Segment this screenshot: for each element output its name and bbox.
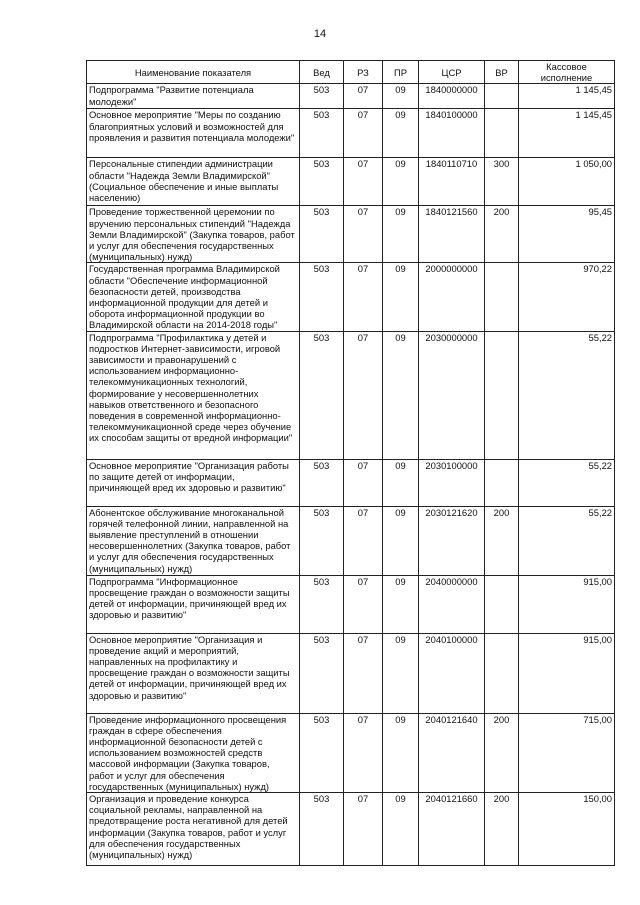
cell-sum: 55,22 <box>519 506 615 575</box>
cell-sum: 715,00 <box>519 713 615 792</box>
cell-csr: 2040100000 <box>419 633 485 713</box>
table-row <box>87 109 615 158</box>
cell-ved: 503 <box>300 331 344 459</box>
cell-pr: 09 <box>383 263 419 331</box>
cell-csr: 1840100000 <box>419 109 485 158</box>
cell-rz: 07 <box>344 158 383 206</box>
cell-name: Подпрограмма "Развитие потенциала молодежи" <box>87 84 300 109</box>
cell-name: Организация и проведение конкурса социальной рекламы, направленной на предотвращение роста негативной для детей информации (Закупка товаров, работ и услуг для обеспечения государственных (муниципальных) нужд) <box>87 793 300 866</box>
header-pr: ПР <box>383 61 419 84</box>
header-csr: ЦСР <box>419 61 485 84</box>
cell-pr: 09 <box>383 158 419 206</box>
cell-name: Персональные стипендии администрации области "Надежда Земли Владимирской" (Социальное обеспечение и иные выплаты населению) <box>87 158 300 206</box>
table-row <box>87 206 615 263</box>
cell-ved: 503 <box>300 713 344 792</box>
cell-rz: 07 <box>344 575 383 633</box>
cell-sum: 1 050,00 <box>519 158 615 206</box>
cell-name: Подпрограмма "Информационное просвещение граждан о возможности защиты детей от информации, причиняющей вред их здоровью и развитию" <box>87 575 300 633</box>
cell-rz: 07 <box>344 331 383 459</box>
table-row <box>87 331 615 459</box>
table-header-row <box>87 61 615 84</box>
cell-ved: 503 <box>300 633 344 713</box>
cell-vr <box>485 109 519 158</box>
header-ved: Вед <box>300 61 344 84</box>
header-name: Наименование показателя <box>87 61 300 84</box>
cell-csr: 2040000000 <box>419 575 485 633</box>
cell-vr: 200 <box>485 206 519 263</box>
cell-csr: 2030121620 <box>419 506 485 575</box>
cell-rz: 07 <box>344 713 383 792</box>
cell-rz: 07 <box>344 109 383 158</box>
table-row <box>87 713 615 792</box>
cell-rz: 07 <box>344 84 383 109</box>
cell-csr: 1840110710 <box>419 158 485 206</box>
cell-ved: 503 <box>300 109 344 158</box>
cell-vr <box>485 575 519 633</box>
cell-ved: 503 <box>300 459 344 506</box>
cell-sum: 55,22 <box>519 331 615 459</box>
cell-vr <box>485 459 519 506</box>
cell-ved: 503 <box>300 84 344 109</box>
cell-rz: 07 <box>344 633 383 713</box>
cell-name: Абонентское обслуживание многоканальной горячей телефонной линии, направленной на выявление преступлений в отношении несовершеннолетних (Закупка товаров, работ и услуг для обеспечения государственных (муниципальных) нужд) <box>87 506 300 575</box>
budget-execution-table <box>86 60 615 866</box>
cell-sum: 150,00 <box>519 793 615 866</box>
cell-rz: 07 <box>344 506 383 575</box>
cell-name: Проведение информационного просвещения граждан в сфере обеспечения информационной безопасности детей с использованием возможностей средств массовой информации (Закупка товаров, работ и услуг для обеспечения государственных (муниципальных) нужд) <box>87 713 300 792</box>
cell-rz: 07 <box>344 206 383 263</box>
cell-csr: 1840121560 <box>419 206 485 263</box>
cell-name: Основное мероприятие "Организация и проведение акций и мероприятий, направленных на профилактику и просвещение граждан о возможности защиты детей от информации, причиняющей вред их здоровью и развитию" <box>87 633 300 713</box>
cell-vr: 200 <box>485 713 519 792</box>
cell-pr: 09 <box>383 575 419 633</box>
cell-name: Основное мероприятие "Меры по созданию благоприятных условий и возможностей для проявления и развития потенциала молодежи" <box>87 109 300 158</box>
cell-ved: 503 <box>300 158 344 206</box>
table-row <box>87 575 615 633</box>
cell-csr: 2040121660 <box>419 793 485 866</box>
table-row <box>87 84 615 109</box>
table-row <box>87 793 615 866</box>
cell-name: Государственная программа Владимирской области "Обеспечение информационной безопасности детей, производства информационной продукции для детей и оборота информационной продукции во Владимирской области на 2014-2018 годы" <box>87 263 300 331</box>
cell-pr: 09 <box>383 793 419 866</box>
header-sum: Кассовое исполнение <box>519 61 615 84</box>
cell-sum: 55,22 <box>519 459 615 506</box>
cell-csr: 2040121640 <box>419 713 485 792</box>
cell-vr: 200 <box>485 506 519 575</box>
table-row <box>87 263 615 331</box>
cell-ved: 503 <box>300 263 344 331</box>
cell-vr <box>485 331 519 459</box>
cell-vr: 200 <box>485 793 519 866</box>
cell-sum: 970,22 <box>519 263 615 331</box>
cell-rz: 07 <box>344 459 383 506</box>
cell-pr: 09 <box>383 506 419 575</box>
cell-pr: 09 <box>383 84 419 109</box>
cell-sum: 915,00 <box>519 575 615 633</box>
table-row <box>87 158 615 206</box>
cell-name: Подпрограмма "Профилактика у детей и подростков Интернет-зависимости, игровой зависимости и правонарушений с использованием информационно-телекоммуникационных технологий, формирование у несовершеннолетних навыков ответственного и безопасного поведения в современной информационно-телекоммуникационной среде через обучение их способам защиты от вредной информации" <box>87 331 300 459</box>
cell-rz: 07 <box>344 793 383 866</box>
cell-csr: 2000000000 <box>419 263 485 331</box>
page-number: 14 <box>313 28 327 40</box>
table-row <box>87 506 615 575</box>
cell-sum: 915,00 <box>519 633 615 713</box>
cell-sum: 95,45 <box>519 206 615 263</box>
cell-vr <box>485 84 519 109</box>
cell-ved: 503 <box>300 575 344 633</box>
cell-pr: 09 <box>383 206 419 263</box>
cell-name: Проведение торжественной церемонии по вручению персональных стипендий "Надежда Земли Владимирской" (Закупка товаров, работ и услуг для обеспечения государственных (муниципальных) нужд) <box>87 206 300 263</box>
cell-csr: 2030000000 <box>419 331 485 459</box>
cell-vr: 300 <box>485 158 519 206</box>
header-vr: ВР <box>485 61 519 84</box>
cell-pr: 09 <box>383 331 419 459</box>
table-row <box>87 633 615 713</box>
cell-sum: 1 145,45 <box>519 84 615 109</box>
cell-pr: 09 <box>383 633 419 713</box>
cell-pr: 09 <box>383 713 419 792</box>
cell-csr: 2030100000 <box>419 459 485 506</box>
cell-ved: 503 <box>300 206 344 263</box>
cell-csr: 1840000000 <box>419 84 485 109</box>
cell-pr: 09 <box>383 109 419 158</box>
cell-name: Основное мероприятие "Организация работы по защите детей от информации, причиняющей вред их здоровью и развитию" <box>87 459 300 506</box>
header-rz: РЗ <box>344 61 383 84</box>
cell-rz: 07 <box>344 263 383 331</box>
cell-pr: 09 <box>383 459 419 506</box>
cell-ved: 503 <box>300 506 344 575</box>
table-row <box>87 459 615 506</box>
cell-vr <box>485 633 519 713</box>
cell-vr <box>485 263 519 331</box>
cell-ved: 503 <box>300 793 344 866</box>
cell-sum: 1 145,45 <box>519 109 615 158</box>
